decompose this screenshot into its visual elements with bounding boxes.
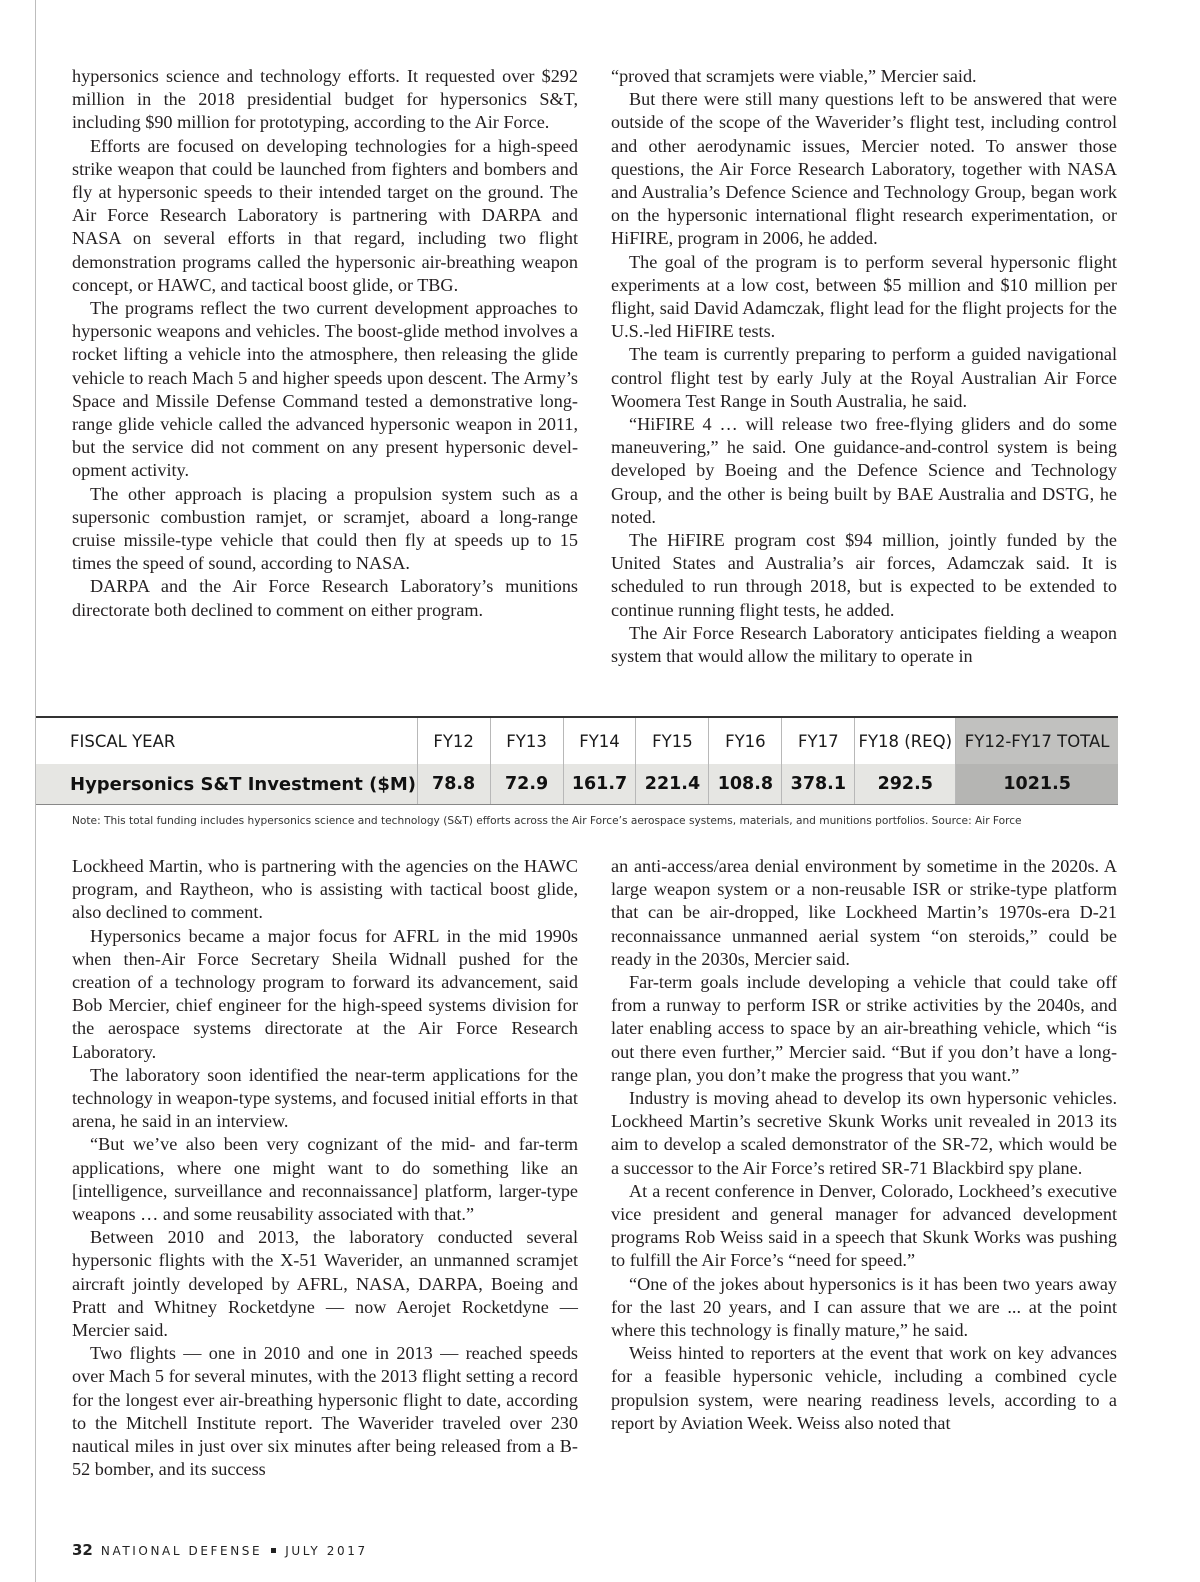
article-paragraph: “proved that scramjets were viable,” Mercier said. — [611, 66, 977, 86]
article-column-top-left — [72, 65, 578, 622]
article-column-bottom-right — [611, 855, 1117, 1435]
header-year: FY18 (REQ) — [854, 718, 955, 764]
article-paragraph: Between 2010 and 2013, the laboratory conducted several hypersonic flights with the X-51 Waverider, an unmanned scramjet aircraft jointly developed by AFRL, NASA, DARPA, Boeing and Pratt and Whitney Rocketdyne — now Aerojet Rocketdyne — Mercier said. — [72, 1227, 578, 1341]
article-paragraph: The team is currently preparing to perform a guided navigational control flight test by early July at the Royal Australian Air Force Woomera Test Range in South Australia, he said. — [611, 344, 1117, 411]
article-paragraph: But there were still many questions left to be answered that were outside of the scope of the Waverider’s flight test, including control and other aerodynamic issues, Mercier noted. To answer those questions, the Air Force Research Laboratory, together with NASA and Australia’s Defence Science and Technology Group, began work on the hypersonic international flight research experimentation, or HiFIRE, program in 2006, he added. — [611, 89, 1117, 249]
issue-date: JULY 2017 — [285, 1544, 368, 1558]
table-header-row — [36, 718, 1118, 764]
header-year: FY12 — [417, 718, 490, 764]
article-column-top-right — [611, 65, 1117, 668]
footer-separator — [271, 1548, 276, 1553]
article-paragraph: The laboratory soon identified the near-term applications for the technology in weapon-type systems, and focused initial efforts in that arena, he said in an interview. — [72, 1064, 578, 1132]
row-value: 72.9 — [490, 764, 563, 804]
article-paragraph: “HiFIRE 4 … will release two free-flying gliders and do some maneuvering,” he said. One guidance-and-control system is being developed by Boeing and the Defence Science and Technology Group, and the other is being built by BAE Australia and DSTG, he noted. — [611, 414, 1117, 527]
header-total: FY12-FY17 TOTAL — [955, 718, 1118, 764]
article-paragraph: The programs reflect the two current development approaches to hypersonic weapons and vehicles. The boost-glide method involves a rocket lifting a vehicle into the atmosphere, then releasing the glide vehicle to reach Mach 5 and higher speeds upon descent. The Army’s Space and Missile Defense Command tested a demonstrative long-range glide vehicle called the advanced hypersonic weapon in 2011, but the service did not comment on any present hypersonic development activity. — [72, 298, 578, 481]
header-year: FY14 — [563, 718, 636, 764]
table-note: Note: This total funding includes hypersonics science and technology (S&T) efforts across the Air Force’s aerospace systems, materials, and munitions portfolios. Source: Air Force — [72, 815, 1022, 827]
row-value: 161.7 — [563, 764, 636, 804]
article-paragraph: Efforts are focused on developing technologies for a high-speed strike weapon that could be launched from fighters and bombers and fly at hypersonic speeds to their intended target on the ground. The Air Force Research Laboratory is partnering with DARPA and NASA on several efforts in that regard, including two flight demonstration programs called the hypersonic air-breathing weapon concept, or HAWC, and tactical boost glide, or TBG. — [72, 135, 578, 295]
article-paragraph: DARPA and the Air Force Research Laboratory’s munitions directorate both declined to comment on either program. — [72, 576, 578, 620]
article-paragraph: Far-term goals include developing a vehicle that could take off from a runway to perform ISR or strike activities by the 2040s, and later enabling access to space by an air-breathing vehicle, which “is out there even further,” Mercier said. “But if you don’t have a long-range plan, you don’t make the progress that you want.” — [611, 972, 1117, 1085]
article-paragraph: The HiFIRE program cost $94 million, jointly funded by the United States and Australia’s air forces, Adamczak said. It is scheduled to run through 2018, but is expected to be extended to continue running flight tests, he added. — [611, 530, 1117, 620]
header-year: FY13 — [490, 718, 563, 764]
header-year: FY17 — [781, 718, 854, 764]
article-paragraph: The goal of the program is to perform several hypersonic flight experiments at a low cost, between $5 million and $10 million per flight, said David Adamczak, flight lead for the flight projects for the U.S.-led HiFIRE tests. — [611, 251, 1117, 342]
funding-table — [36, 716, 1118, 805]
row-value: 221.4 — [635, 764, 708, 804]
article-paragraph: The Air Force Research Laboratory anticipates fielding a weapon system that would allow the military to operate in — [611, 622, 1117, 667]
row-value: 78.8 — [417, 764, 490, 804]
article-paragraph: The other approach is placing a propulsion system such as a supersonic combustion ramjet, or scramjet, aboard a long-range cruise missile-type vehicle that could then fly at speeds up to 15 times the speed of sound, according to NASA. — [72, 483, 578, 574]
article-paragraph: “One of the jokes about hypersonics is it has been two years away for the last 20 years, and I can assure that we are ... at the point where this technology is finally mature,” he said. — [611, 1273, 1117, 1341]
row-label: Hypersonics S&T Investment ($M) — [70, 773, 416, 795]
article-paragraph: Industry is moving ahead to develop its own hypersonic vehicles. Lockheed Martin’s secretive Skunk Works unit revealed in 2013 its aim to develop a scaled demonstrator of the SR-72, which would be a successor to the Air Force’s retired SR-71 Blackbird spy plane. — [611, 1088, 1117, 1178]
article-paragraph: Weiss hinted to reporters at the event that work on key advances for a feasible hypersonic vehicle, including a combined cycle propulsion system, were nearing readiness levels, according to a report by Aviation Week. Weiss also noted that — [611, 1343, 1117, 1433]
article-paragraph: “But we’ve also been very cognizant of the mid- and far-term applications, where one might want to do something like an [intelligence, surveillance and reconnaissance] platform, larger-type weapons … and some reusability associated with that.” — [72, 1134, 578, 1225]
table-row — [36, 764, 1118, 804]
article-column-bottom-left — [72, 855, 578, 1481]
publication-name: NATIONAL DEFENSE — [100, 1544, 263, 1558]
page-footer — [72, 1541, 368, 1559]
article-paragraph: Hypersonics became a major focus for AFRL in the mid 1990s when then-Air Force Secretary Sheila Widnall pushed for the creation of a technology program to forward its advancement, said Bob Mercier, chief engineer for the high-speed systems division for the aerospace systems directorate at the Air Force Research Laboratory. — [72, 925, 578, 1062]
article-paragraph: Lockheed Martin, who is partnering with the agencies on the HAWC program, and Raytheon, who is assisting with tactical boost glide, also declined to comment. — [72, 856, 578, 923]
article-paragraph: Two flights — one in 2010 and one in 2013 — reached speeds over Mach 5 for several minutes, with the 2013 flight setting a record for the longest ever air-breathing hypersonic flight to date, according to the Mitchell Institute report. The Waverider traveled over 230 nautical miles in just over six minutes after being released from a B-52 bomber, and its success — [72, 1343, 578, 1480]
row-value: 378.1 — [781, 764, 854, 804]
article-paragraph: hypersonics science and technology efforts. It requested over $292 million in the 2018 presidential budget for hypersonics S&T, including $90 million for prototyping, according to the Air Force. — [72, 66, 578, 133]
header-label: FISCAL YEAR — [70, 731, 176, 751]
article-paragraph: an anti-access/area denial environment by sometime in the 2020s. A large weapon system or a non-reusable ISR or strike-type platform that can be air-dropped, like Lockheed Martin’s 1970s-era D-21 reconnaissance unmanned aerial system “on steroids,” could be ready in the 2030s, Mercier said. — [611, 856, 1117, 969]
page-number: 32 — [72, 1541, 93, 1559]
header-year: FY16 — [708, 718, 781, 764]
header-year: FY15 — [635, 718, 708, 764]
row-value: 108.8 — [708, 764, 781, 804]
article-paragraph: At a recent conference in Denver, Colorado, Lockheed’s executive vice president and general manager for advanced development programs Rob Weiss said in a speech that Skunk Works was pushing to fulfill the Air Force’s “need for speed.” — [611, 1180, 1117, 1271]
row-value: 292.5 — [854, 764, 955, 804]
row-total: 1021.5 — [955, 764, 1118, 804]
